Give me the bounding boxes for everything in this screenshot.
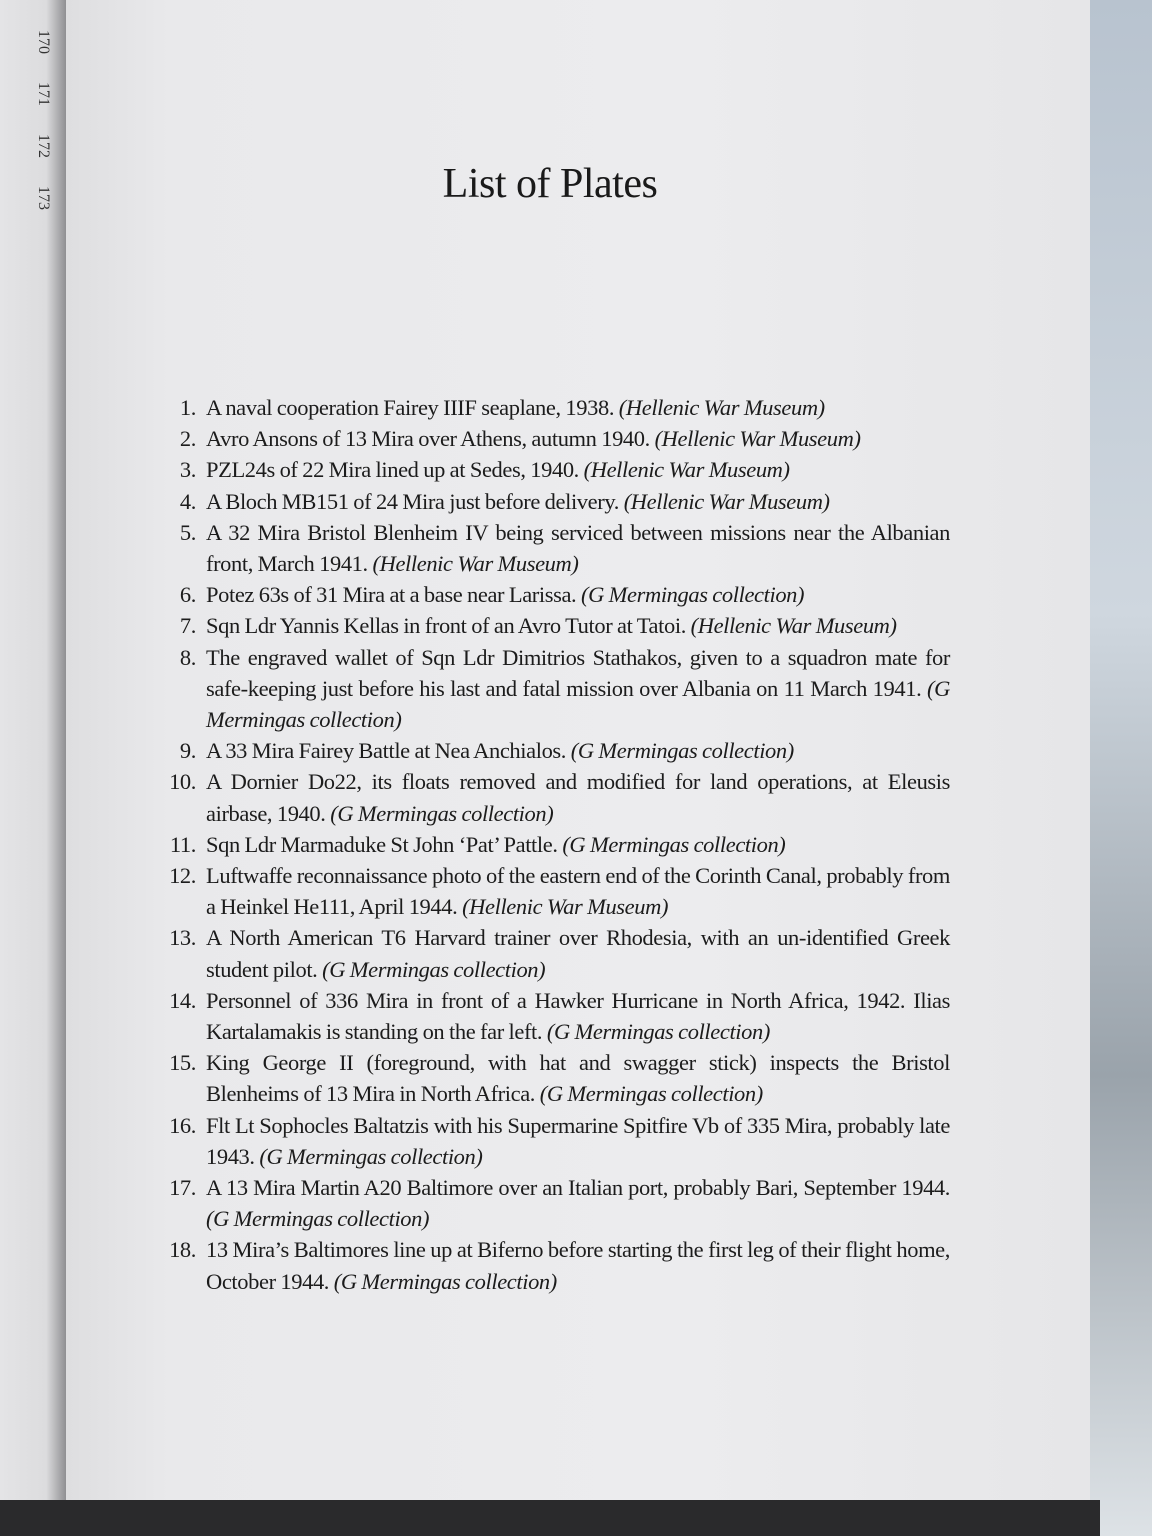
plate-caption: Flt Lt Sophocles Baltatzis with his Supermarine Spitfire Vb of 335 Mira, probably late 1943. — [206, 1112, 950, 1169]
plate-item — [150, 860, 950, 922]
page-title: List of Plates — [442, 161, 658, 207]
plate-credit: (G Mermingas collection) — [330, 800, 554, 826]
plate-number: 15. — [169, 1050, 196, 1076]
plate-item — [150, 517, 950, 579]
plate-number: 6. — [179, 582, 196, 608]
plate-caption: Avro Ansons of 13 Mira over Athens, autumn 1940. — [206, 426, 650, 452]
plate-caption: A 13 Mira Martin A20 Baltimore over an Italian port, probably Bari, September 1944. — [206, 1175, 950, 1201]
plate-item — [150, 642, 950, 736]
plate-credit: (G Mermingas collection) — [206, 1206, 430, 1232]
plate-item — [150, 735, 950, 766]
plate-credit: (Hellenic War Museum) — [372, 551, 579, 577]
plate-caption: A 33 Mira Fairey Battle at Nea Anchialos. — [206, 738, 567, 764]
plate-caption: King George II (foreground, with hat and swagger stick) inspects the Bristol Blenheims of 13 Mira in North Africa. — [206, 1050, 950, 1107]
plate-caption: A North American T6 Harvard trainer over Rhodesia, with an un-identified Greek student pilot. — [206, 925, 950, 982]
left-page-number: 172 — [35, 134, 52, 158]
plate-number: 1. — [179, 395, 196, 420]
plate-number: 5. — [179, 519, 196, 545]
plate-number: 16. — [169, 1112, 196, 1138]
plate-credit: (Hellenic War Museum) — [462, 894, 669, 920]
plate-credit: (G Mermingas collection) — [333, 1268, 557, 1294]
plate-caption: Sqn Ldr Yannis Kellas in front of an Avro Tutor at Tatoi. — [206, 613, 686, 639]
plate-item — [150, 486, 950, 517]
plate-number: 7. — [179, 613, 196, 639]
plate-item — [150, 1172, 950, 1234]
plate-number: 10. — [169, 769, 196, 795]
plate-number: 3. — [179, 457, 196, 483]
plate-credit: (G Mermingas collection) — [259, 1143, 483, 1169]
plate-item — [150, 1234, 950, 1296]
plate-item — [150, 579, 950, 610]
left-page-number: 173 — [35, 186, 52, 210]
plate-item — [150, 922, 950, 984]
plate-item — [150, 423, 950, 454]
plate-credit: (G Mermingas collection) — [206, 675, 950, 733]
plate-caption: A Bloch MB151 of 24 Mira just before delivery. — [206, 488, 619, 514]
plate-number: 18. — [169, 1237, 196, 1263]
plate-caption: 13 Mira’s Baltimores line up at Biferno before starting the first leg of their flight home, October 1944. — [206, 1237, 950, 1294]
plate-item — [150, 766, 950, 828]
plate-number: 13. — [169, 925, 196, 951]
plate-item — [150, 610, 950, 641]
plate-number: 12. — [169, 863, 196, 889]
plate-number: 4. — [179, 488, 196, 514]
plate-caption: The engraved wallet of Sqn Ldr Dimitrios Stathakos, given to a squadron mate for safe-keeping just before his last and fatal mission over Albania on 11 March 1941. — [206, 644, 950, 701]
plate-number: 2. — [179, 426, 196, 452]
plate-credit: (Hellenic War Museum) — [654, 426, 861, 452]
plate-item — [150, 1047, 950, 1109]
plate-number: 11. — [169, 831, 196, 857]
plate-item — [150, 829, 950, 860]
plate-caption: Personnel of 336 Mira in front of a Hawker Hurricane in North Africa, 1942. Ilias Kartalamakis is standing on the far left. — [206, 987, 950, 1045]
plate-caption: A naval cooperation Fairey IIIF seaplane, 1938. — [206, 395, 615, 420]
plate-credit: (Hellenic War Museum) — [690, 613, 897, 639]
left-page-number: 170 — [35, 30, 52, 54]
plate-caption: PZL24s of 22 Mira lined up at Sedes, 1940. — [206, 457, 579, 483]
plates-list — [150, 392, 950, 1297]
plate-credit: (Hellenic War Museum) — [583, 457, 790, 483]
plate-credit: (G Mermingas collection) — [546, 1019, 770, 1045]
background-object — [1090, 0, 1152, 1536]
plate-credit: (G Mermingas collection) — [570, 738, 794, 764]
plate-item — [150, 1110, 950, 1172]
plate-caption: Sqn Ldr Marmaduke St John ‘Pat’ Pattle. — [206, 831, 558, 857]
plate-caption: Luftwaffe reconnaissance photo of the eastern end of the Corinth Canal, probably from a Heinkel He111, April 1944. — [206, 863, 950, 920]
plate-caption: A 32 Mira Bristol Blenheim IV being serviced between missions near the Albanian front, March 1941. — [206, 519, 950, 577]
left-page-number: 171 — [35, 82, 52, 106]
plate-number: 8. — [179, 644, 196, 670]
plate-item — [150, 985, 950, 1047]
plate-item — [150, 454, 950, 485]
page-bottom-edge — [0, 1500, 1100, 1536]
plate-credit: (G Mermingas collection) — [539, 1081, 763, 1107]
plate-caption: Potez 63s of 31 Mira at a base near Larissa. — [206, 582, 577, 608]
plate-credit: (G Mermingas collection) — [322, 956, 546, 982]
plate-credit: (Hellenic War Museum) — [623, 488, 830, 514]
plate-number: 9. — [179, 738, 196, 764]
plate-credit: (G Mermingas collection) — [562, 831, 786, 857]
plate-number: 14. — [169, 987, 196, 1013]
left-page-edge — [0, 0, 66, 1536]
plate-credit: (G Mermingas collection) — [581, 582, 805, 608]
plate-caption: A Dornier Do22, its floats removed and modified for land operations, at Eleusis airbase, 1940. — [206, 769, 950, 826]
plate-credit: (Hellenic War Museum) — [618, 395, 825, 420]
plate-number: 17. — [169, 1175, 196, 1201]
plate-item — [150, 392, 950, 423]
